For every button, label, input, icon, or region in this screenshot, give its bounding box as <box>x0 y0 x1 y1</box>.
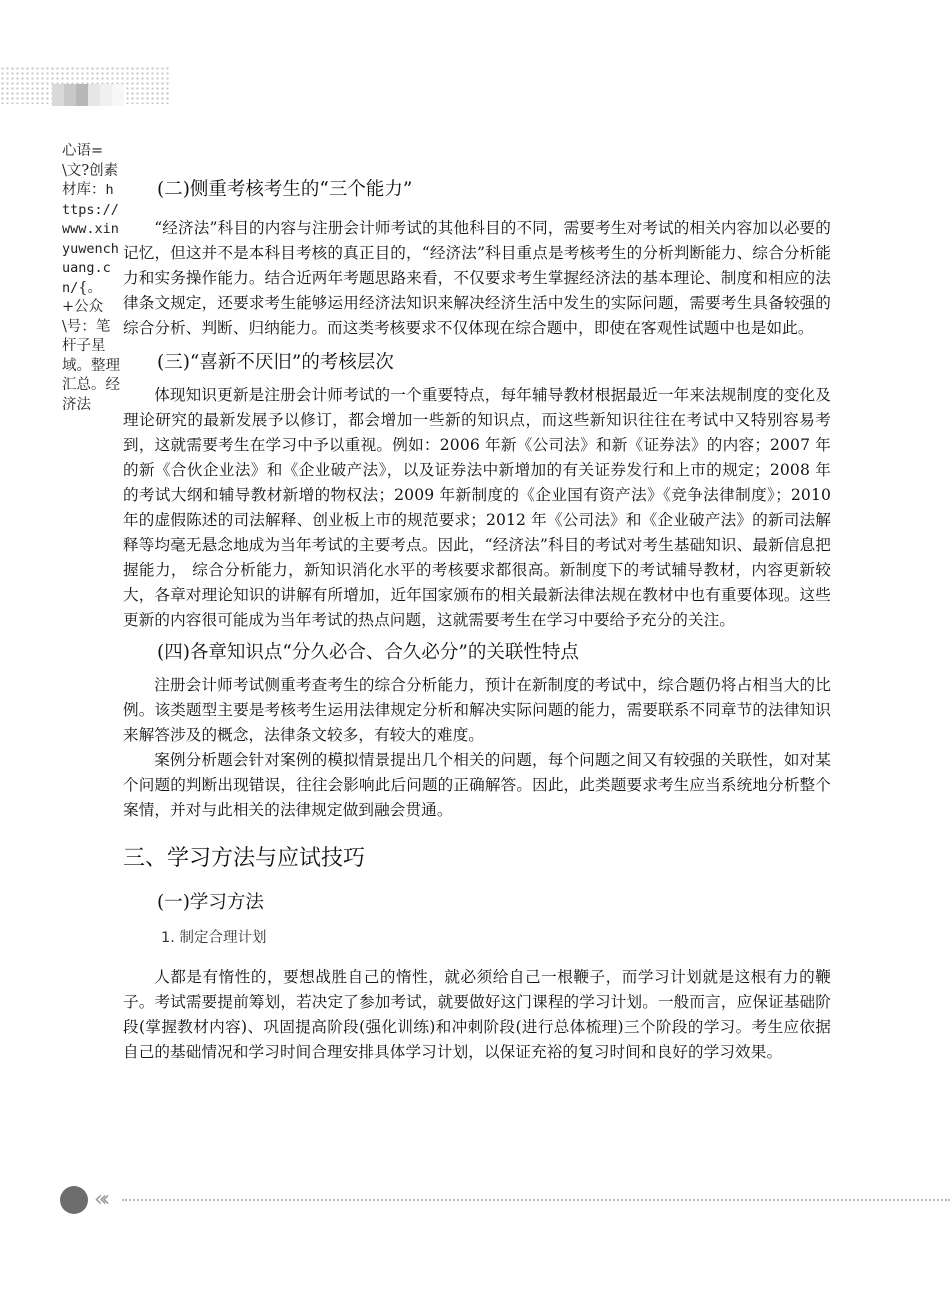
paragraph: 人都是有惰性的，要想战胜自己的惰性，就必须给自己一根鞭子，而学习计划就是这根有力的鞭子。考试需要提前筹划，若决定了参加考试，就要做好这门课程的学习计划。一般而言，应保证基础阶段(掌握教材内容)、巩固提高阶段(强化训练)和冲刺阶段(进行总体梳理)三个阶段的学习。考生应依据自己的基础情况和学习时间合理安排具体学习计划，以保证充裕的复习时间和良好的学习效果。 <box>123 968 831 1061</box>
page-content <box>123 170 831 1065</box>
watermark-text: {。+公众\号：笔杆子星域。整理汇总。经济法 <box>62 279 120 413</box>
header-block <box>100 84 112 106</box>
paragraph: “经济法”科目的内容与注册会计师考试的其他科目的不同，需要考生对考试的相关内容加以必要的记忆，但这并不是本科目考核的真正目的，“经济法”科目重点是考核考生的分析判断能力、综合分析能力和实务操作能力。结合近两年考题思路来看，不仅要求考生掌握经济法的基本理论、制度和相应的法律条文规定，还要求考生能够运用经济法知识来解决经济生活中发生的实际问题，需要考生具备较强的综合分析、判断、归纳能力。而这类考核要求不仅体现在综合题中，即使在客观性试题中也是如此。 <box>123 219 831 337</box>
header-block <box>52 84 64 106</box>
header-block <box>112 84 124 106</box>
section-heading: (三)“喜新不厌旧”的考核层次 <box>157 352 394 373</box>
header-block <box>76 84 88 106</box>
sub-heading: (一)学习方法 <box>157 892 264 913</box>
header-block <box>64 84 76 106</box>
chevron-left-icon: «‹ <box>94 1187 105 1212</box>
paragraph: 案例分析题会针对案例的模拟情景提出几个相关的问题，每个问题之间又有较强的关联性，如对某个问题的判断出现错误，往往会影响此后问题的正确解答。因此，此类题要求考生应当系统地分析整个案情，并对与此相关的法律规定做到融会贯通。 <box>123 751 831 819</box>
watermark-column <box>62 142 120 415</box>
footer-dotted-rule <box>122 1199 950 1201</box>
item-heading: 1. 制定合理计划 <box>161 930 267 946</box>
section-heading: (二)侧重考核考生的“三个能力” <box>157 179 413 200</box>
paragraph: 注册会计师考试侧重考查考生的综合分析能力，预计在新制度的考试中，综合题仍将占相当大的比例。该类题型主要是考核考生运用法律规定分析和解决实际问题的能力，需要联系不同章节的法律知识来解答涉及的概念，法律条文较多，有较大的难度。 <box>123 676 831 744</box>
chapter-heading: 三、学习方法与应试技巧 <box>123 846 366 871</box>
section-heading: (四)各章知识点“分久必合、合久必分”的关联性特点 <box>157 642 579 663</box>
paragraph: 体现知识更新是注册会计师考试的一个重要特点，每年辅导教材根据最近一年来法规制度的变化及理论研究的最新发展予以修订，都会增加一些新的知识点，而这些新知识往往在考试中又特别容易考到，这就需要考生在学习中予以重视。例如：2006 年新《公司法》和新《证券法》的内容；2007 年的新《合伙企业法》和《企业破产法》，以及证券法中新增加的有关证券发行和上市的规定；2008 年的考试大纲和辅导教材新增的物权法；2009 年新制度的《企业国有资产法》《竞争法律制度》；2010 年的虚假陈述的司法解释、创业板上市的规范要求；2012 年《公司法》和《企业破产法》的新司法解释等均毫无悬念地成为当年考试的主要考点。因此，“经济法”科目的考试对考生基础知识、最新信息把握能力， 综合分析能力，新知识消化水平的考核要求都很高。新制度下的考试辅导教材，内容更新较大，各章对理论知识的讲解有所增加，近年国家颁布的相关最新法律法规在教材中也有重要体现。这些更新的内容很可能成为当年考试的热点问题，这就需要考生在学习中要给予充分的关注。 <box>123 386 831 629</box>
watermark-url: https://www.xinyuwenchuang.cn/ <box>62 182 119 296</box>
footer-page-circle <box>60 1186 88 1214</box>
header-block <box>88 84 100 106</box>
watermark-text: 心语=\文?创素材库： <box>62 143 119 198</box>
header-gradient-blocks <box>52 84 124 106</box>
